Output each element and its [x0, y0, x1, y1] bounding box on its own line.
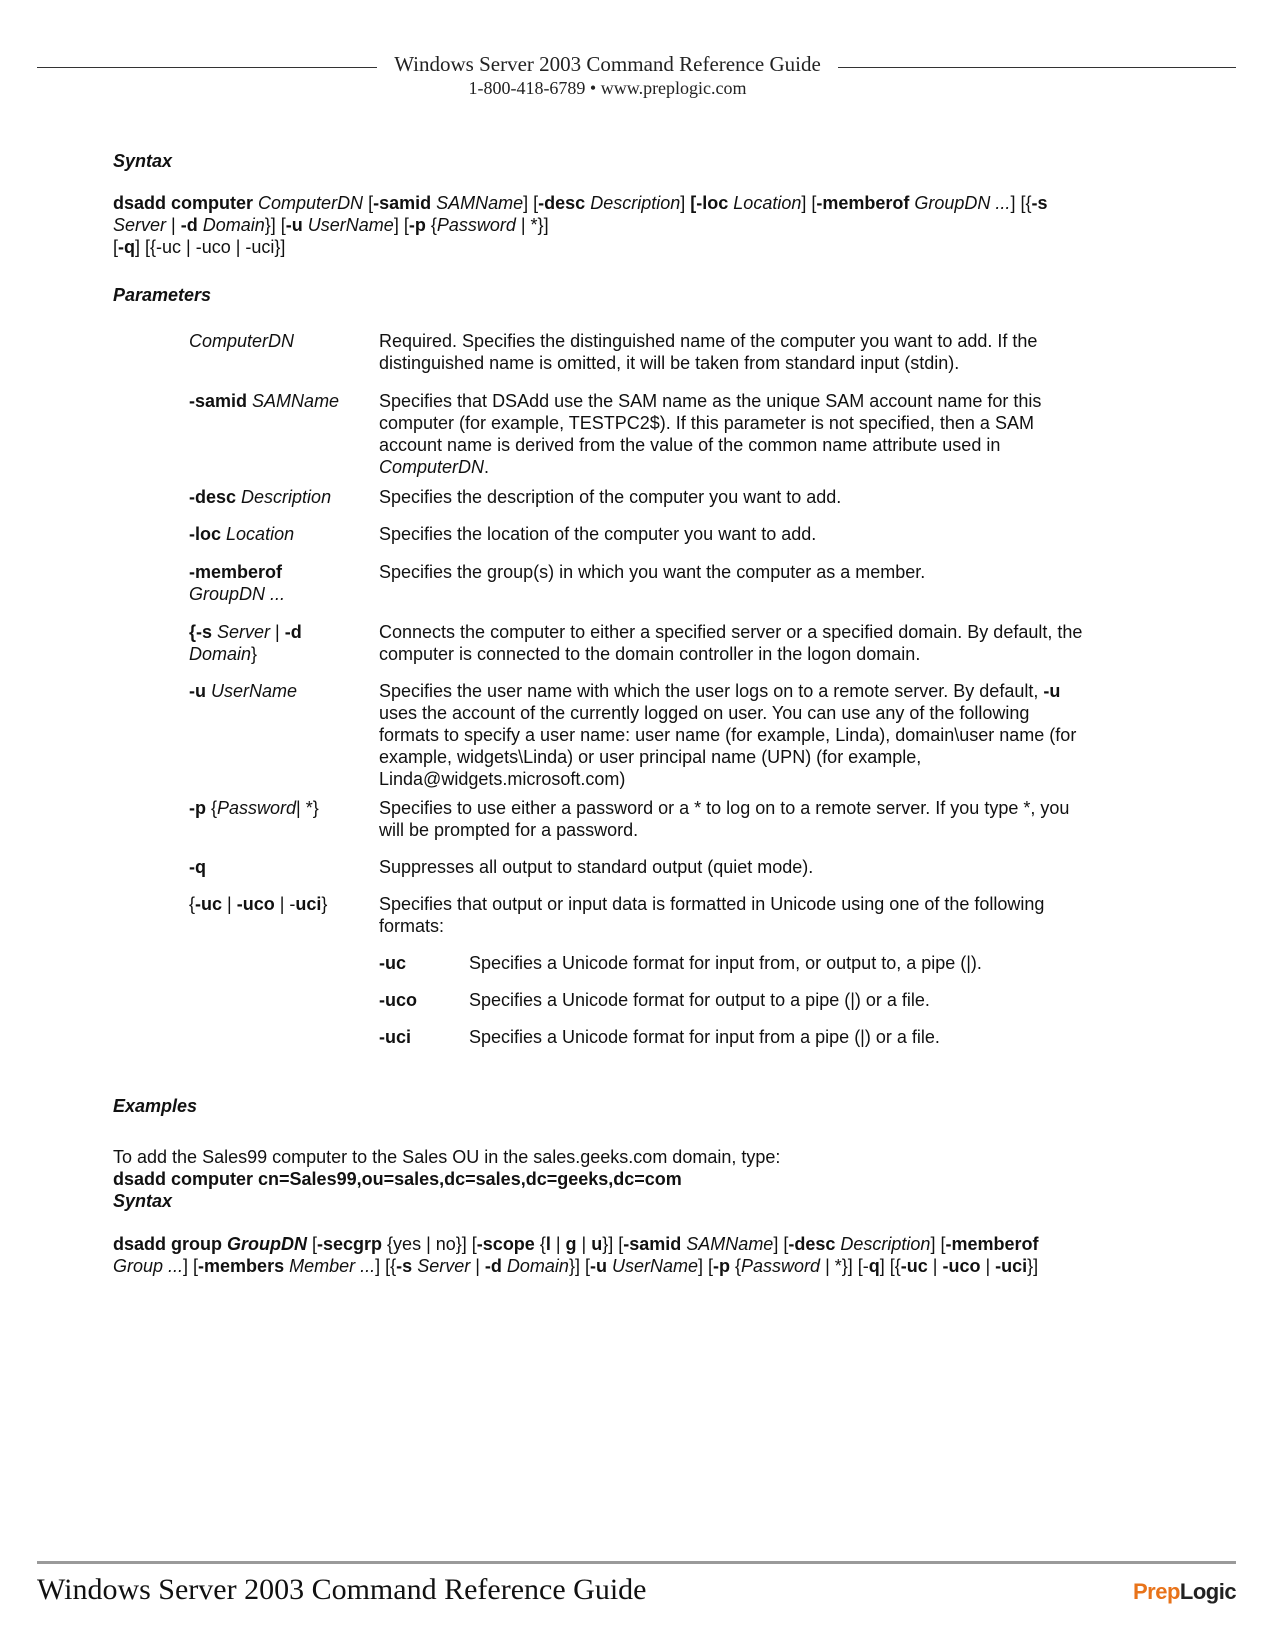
examples-heading: Examples: [113, 1096, 198, 1116]
text-run: {-s: [189, 622, 213, 642]
syntax-line-3: [113, 236, 1113, 258]
text-run: {: [730, 1256, 742, 1276]
text-run: Server: [113, 215, 167, 235]
unicode-option-desc: Specifies a Unicode format for input from a pipe (|) or a file.: [469, 1027, 940, 1047]
text-run: ] [: [393, 215, 409, 235]
text-run: |: [270, 622, 285, 642]
text-run: [: [307, 1234, 318, 1254]
text-run: ] [{: [879, 1256, 901, 1276]
text-run: [-loc: [690, 193, 729, 213]
param-name: [189, 680, 369, 702]
text-run: dsadd computer: [113, 193, 259, 213]
example-command: dsadd computer cn=Sales99,ou=sales,dc=sales,dc=geeks,dc=com: [113, 1169, 682, 1189]
param-name: [189, 330, 369, 352]
footer-rule: [37, 1561, 1236, 1564]
text-run: {: [534, 1234, 546, 1254]
param-name: [189, 486, 369, 508]
param-name: [189, 561, 309, 605]
text-run: -uco: [236, 894, 275, 914]
unicode-option-flag: -uco: [379, 990, 417, 1010]
example-block: [113, 1146, 1113, 1212]
text-run: Suppresses all output to standard output (quiet mode).: [379, 857, 814, 877]
param-name: [189, 523, 369, 545]
text-run: uci: [295, 894, 322, 914]
header-title: Windows Server 2003 Command Reference Guide: [394, 52, 821, 76]
group-syntax-line-1: [113, 1233, 1123, 1255]
text-run: ComputerDN: [258, 193, 364, 213]
text-run: | *}]: [515, 215, 549, 235]
text-run: Description: [590, 193, 681, 213]
text-run: |: [222, 894, 237, 914]
text-run: ] [: [773, 1234, 789, 1254]
text-run: -samid: [189, 391, 248, 411]
text-run: -p: [713, 1256, 731, 1276]
text-run: Domain: [189, 644, 252, 664]
text-run: dsadd group: [113, 1234, 227, 1254]
param-desc: [379, 797, 1089, 841]
text-run: |: [470, 1256, 485, 1276]
text-run: Group ...: [113, 1256, 184, 1276]
text-run: Connects the computer to either a specified server or a specified domain. By default, the computer is connected to the domain controller in the logon domain.: [379, 622, 1083, 664]
text-run: Password: [741, 1256, 821, 1276]
text-run: Specifies that DSAdd use the SAM name as the unique SAM account name for this computer (for example, TESTPC2$). If this parameter is not specified, then a SAM account name is derived from the value of the common name attribute used in: [379, 391, 1042, 455]
text-run: -loc: [189, 524, 222, 544]
text-run: -samid: [373, 193, 432, 213]
text-run: {: [206, 798, 218, 818]
text-run: ]: [680, 193, 691, 213]
text-run: -uc: [195, 894, 223, 914]
text-run: Password: [217, 798, 297, 818]
text-run: -desc: [189, 487, 237, 507]
syntax-heading-2: Syntax: [113, 1191, 173, 1211]
text-run: .: [484, 457, 490, 477]
text-run: -uco: [942, 1256, 981, 1276]
text-run: }] [: [602, 1234, 624, 1254]
text-run: |: [576, 1234, 592, 1254]
text-run: SAMName: [436, 193, 524, 213]
param-desc: [379, 330, 1089, 374]
text-run: -q: [118, 237, 136, 257]
param-desc: [379, 856, 1089, 878]
text-run: GroupDN ...: [189, 584, 286, 604]
text-run: Description: [840, 1234, 931, 1254]
text-run: -uc: [900, 1256, 928, 1276]
unicode-option-flag: -uci: [379, 1027, 412, 1047]
text-run: -s: [1031, 193, 1048, 213]
group-syntax-line-2: [113, 1255, 1123, 1277]
group-syntax-block: [113, 1233, 1123, 1277]
param-desc: [379, 680, 1089, 790]
text-run: }]: [1027, 1256, 1039, 1276]
param-name: [189, 390, 369, 412]
param-desc: [379, 561, 1089, 583]
syntax-block: [113, 192, 1113, 258]
text-run: -d: [284, 622, 302, 642]
text-run: Required. Specifies the distinguished name of the computer you want to add. If the distinguished name is omitted, it will be taken from standard input (stdin).: [379, 331, 1038, 373]
preplogic-logo: [1133, 1579, 1236, 1605]
header-rule-left: [37, 67, 377, 68]
header-rule-right: [838, 67, 1236, 68]
param-desc: [379, 523, 1089, 545]
text-run: -s: [396, 1256, 413, 1276]
text-run: Server: [217, 622, 271, 642]
text-run: -uci: [995, 1256, 1028, 1276]
text-run: }: [251, 644, 258, 664]
text-run: {: [189, 894, 196, 914]
text-run: | -: [274, 894, 296, 914]
text-run: [: [363, 193, 374, 213]
text-run: | *}] [-: [820, 1256, 869, 1276]
text-run: Specifies the user name with which the user logs on to a remote server. By default,: [379, 681, 1044, 701]
text-run: SAMName: [252, 391, 340, 411]
text-run: Specifies the location of the computer you want to add.: [379, 524, 817, 544]
text-run: -p: [189, 798, 206, 818]
param-desc: [379, 621, 1089, 665]
text-run: GroupDN ...: [914, 193, 1011, 213]
text-run: |: [927, 1256, 943, 1276]
text-run: |: [166, 215, 181, 235]
text-run: Server: [417, 1256, 471, 1276]
param-desc: [379, 893, 1089, 937]
parameters-heading: Parameters: [113, 285, 212, 305]
text-run: ] [: [698, 1256, 714, 1276]
text-run: Specifies the group(s) in which you want the computer as a member.: [379, 562, 926, 582]
text-run: q: [868, 1256, 880, 1276]
text-run: UserName: [307, 215, 394, 235]
param-desc: [379, 390, 1089, 478]
param-desc: [379, 486, 1089, 508]
param-name: [189, 856, 369, 878]
text-run: -samid: [623, 1234, 682, 1254]
text-run: Specifies to use either a password or a * to log on to a remote server. If you type *, you will be prompted for a password.: [379, 798, 1070, 840]
text-run: ] [{-uc | -uco | -uci}]: [135, 237, 286, 257]
text-run: }: [321, 894, 328, 914]
text-run: {yes | no}] [: [382, 1234, 477, 1254]
footer-title: Windows Server 2003 Command Reference Guide: [37, 1573, 647, 1606]
text-run: }] [: [264, 215, 286, 235]
syntax-heading: Syntax: [113, 151, 173, 171]
text-run: ComputerDN: [379, 457, 485, 477]
text-run: {: [425, 215, 437, 235]
text-run: -desc: [538, 193, 586, 213]
text-run: Domain: [202, 215, 265, 235]
text-run: |: [550, 1234, 566, 1254]
param-name: [189, 621, 319, 665]
text-run: GroupDN: [227, 1234, 307, 1254]
param-name: [189, 893, 369, 915]
unicode-option-desc: Specifies a Unicode format for input from, or output to, a pipe (|).: [469, 953, 982, 973]
text-run: ComputerDN: [189, 331, 295, 351]
text-run: -members: [198, 1256, 285, 1276]
text-run: l: [545, 1234, 551, 1254]
syntax-line-2: [113, 214, 1113, 236]
text-run: Password: [436, 215, 516, 235]
text-run: Specifies the description of the computer you want to add.: [379, 487, 842, 507]
text-run: Description: [241, 487, 332, 507]
syntax-line-1: [113, 192, 1113, 214]
text-run: -u: [589, 1256, 607, 1276]
example-text: To add the Sales99 computer to the Sales OU in the sales.geeks.com domain, type:: [113, 1147, 781, 1167]
text-run: -p: [408, 215, 426, 235]
text-run: ] [: [523, 193, 539, 213]
text-run: ] [: [183, 1256, 199, 1276]
text-run: -memberof: [189, 562, 283, 582]
text-run: Member ...: [289, 1256, 376, 1276]
unicode-option-flag: -uc: [379, 953, 406, 973]
text-run: -u: [285, 215, 303, 235]
text-run: -d: [180, 215, 198, 235]
logo-logic: Logic: [1179, 1579, 1237, 1604]
text-run: }] [: [568, 1256, 590, 1276]
text-run: uses the account of the currently logged on user. You can use any of the following formats to specify a user name: user name (for example, Linda), domain\user name (for example, widgets\Linda) or user principal name (UPN) (for example, Linda@widgets.microsoft.com): [379, 703, 1077, 789]
header-contact: 1-800-418-6789 • www.preplogic.com: [468, 78, 747, 98]
text-run: ] [: [801, 193, 817, 213]
unicode-option-desc: Specifies a Unicode format for output to a pipe (|) or a file.: [469, 990, 930, 1010]
text-run: |: [980, 1256, 996, 1276]
text-run: -u: [189, 681, 206, 701]
text-run: SAMName: [686, 1234, 774, 1254]
text-run: UserName: [611, 1256, 698, 1276]
text-run: -scope: [476, 1234, 535, 1254]
text-run: ] [{: [375, 1256, 397, 1276]
text-run: ] [: [930, 1234, 946, 1254]
text-run: ] [{: [1010, 193, 1032, 213]
param-name: [189, 797, 369, 819]
text-run: Specifies that output or input data is formatted in Unicode using one of the following formats:: [379, 894, 1045, 936]
text-run: g: [565, 1234, 577, 1254]
text-run: -d: [484, 1256, 502, 1276]
text-run: -secgrp: [317, 1234, 383, 1254]
text-run: Location: [226, 524, 295, 544]
text-run: -desc: [788, 1234, 836, 1254]
text-run: -memberof: [945, 1234, 1039, 1254]
text-run: -memberof: [816, 193, 910, 213]
text-run: Location: [733, 193, 802, 213]
text-run: [: [113, 237, 119, 257]
text-run: -u: [1043, 681, 1061, 701]
text-run: Domain: [506, 1256, 569, 1276]
text-run: UserName: [211, 681, 298, 701]
text-run: u: [591, 1234, 603, 1254]
text-run: | *}: [296, 798, 319, 818]
logo-prep: Prep: [1133, 1579, 1180, 1604]
text-run: -q: [189, 857, 206, 877]
